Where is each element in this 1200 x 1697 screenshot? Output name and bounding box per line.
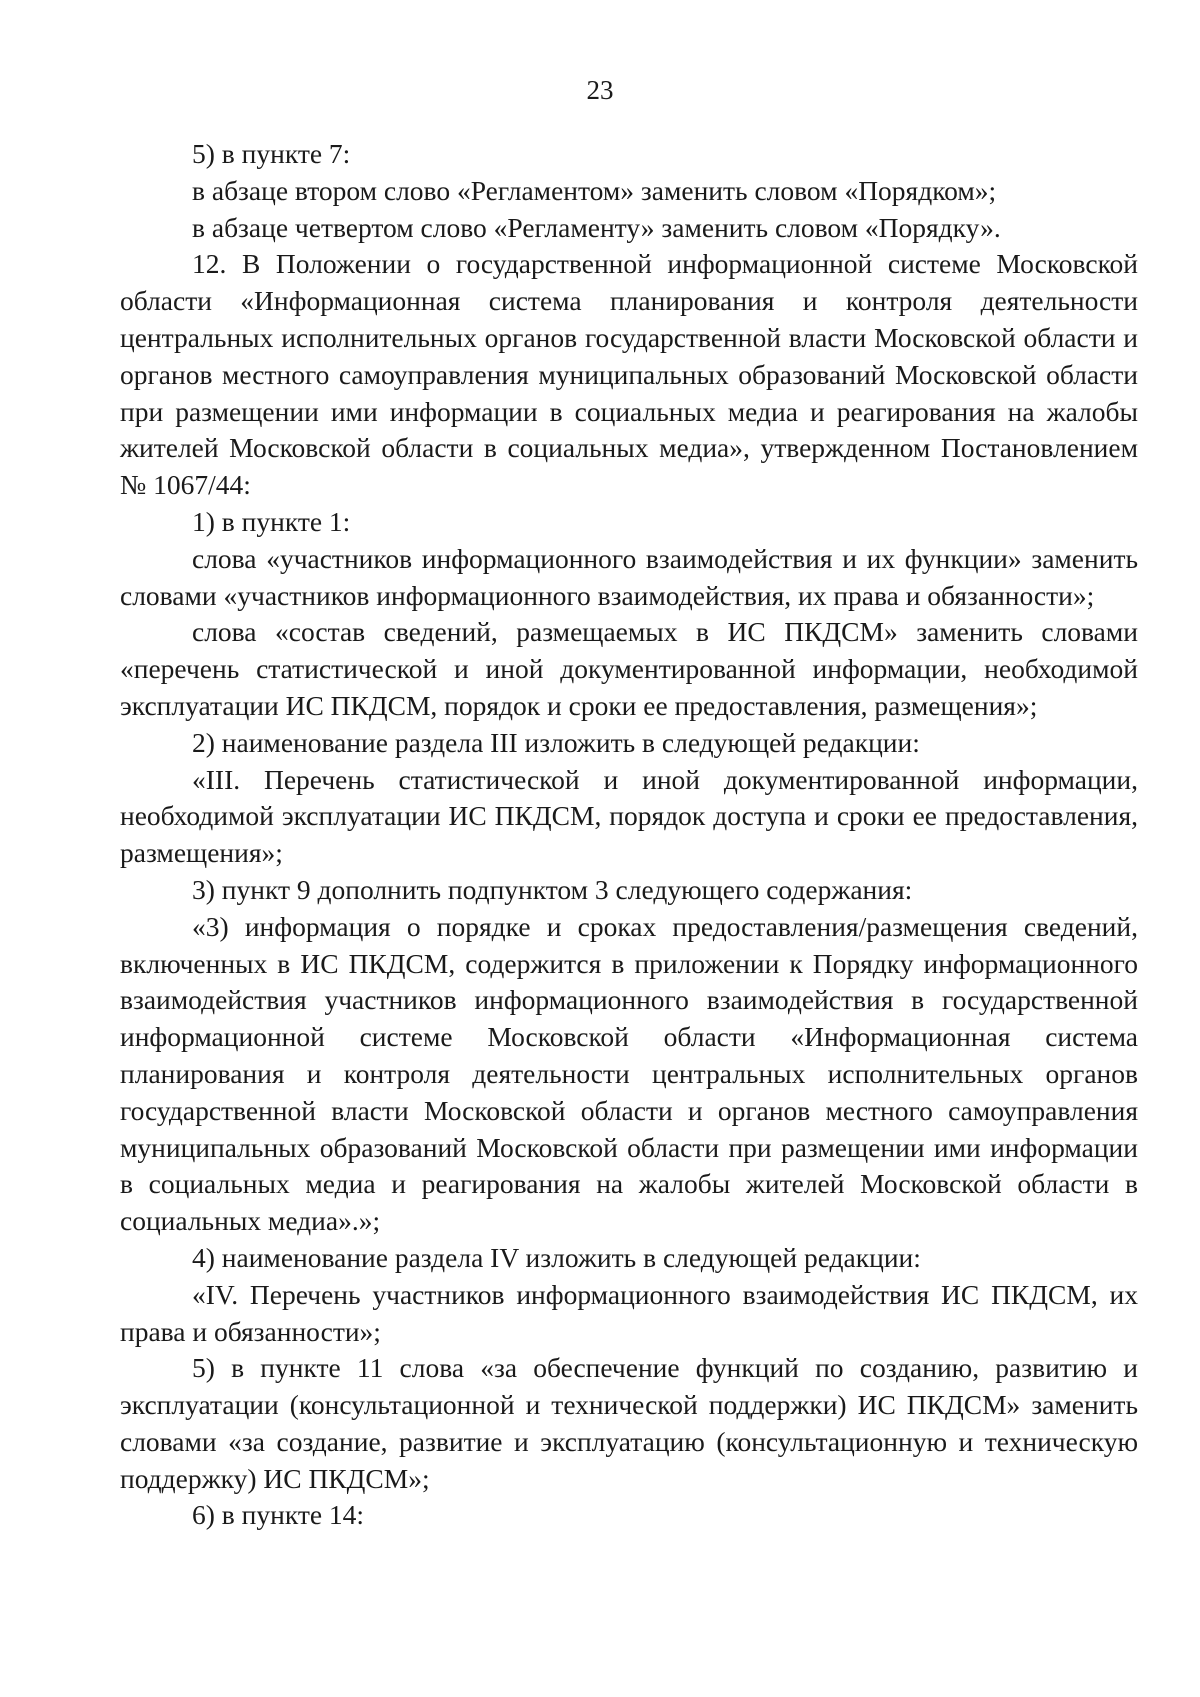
paragraph: 3) пункт 9 дополнить подпунктом 3 следующего содержания: xyxy=(192,873,913,905)
paragraph: «III. Перечень статистической и иной документированной информации, необходимой эксплуатации ИС ПКДСМ, порядок доступа и сроки ее предоставления, размещения»; xyxy=(120,763,1138,869)
paragraph: в абзаце втором слово «Регламентом» заменить словом «Порядком»; xyxy=(192,174,997,206)
page-number: 23 xyxy=(586,75,614,105)
paragraph: «IV. Перечень участников информационного взаимодействия ИС ПКДСМ, их права и обязанности»; xyxy=(120,1278,1138,1347)
paragraph: 2) наименование раздела III изложить в следующей редакции: xyxy=(192,726,920,758)
paragraph: 5) в пункте 11 слова «за обеспечение функций по созданию, развитию и эксплуатации (консультационной и технической поддержки) ИС ПКДСМ» заменить словами «за создание, развитие и эксплуатацию (консультационную и техническую поддержку) ИС ПКДСМ»; xyxy=(120,1352,1138,1494)
paragraph: слова «участников информационного взаимодействия и их функции» заменить словами «участников информационного взаимодействия, их права и обязанности»; xyxy=(120,542,1138,611)
paragraph: в абзаце четвертом слово «Регламенту» заменить словом «Порядку». xyxy=(192,211,1001,243)
paragraph: 1) в пункте 1: xyxy=(192,505,351,537)
paragraph: 4) наименование раздела IV изложить в следующей редакции: xyxy=(192,1241,921,1273)
document-body xyxy=(120,136,1138,1534)
paragraph: 12. В Положении о государственной информационной системе Московской области «Информационная система планирования и контроля деятельности центральных исполнительных органов государственной власти Московской области и органов местного самоуправления муниципальных образований Московской области при размещении ими информации в социальных медиа и реагирования на жалобы жителей Московской области в социальных медиа», утвержденном Постановлением № 1067/44: xyxy=(120,248,1138,501)
paragraph: слова «состав сведений, размещаемых в ИС ПКДСМ» заменить словами «перечень статистической и иной документированной информации, необходимой эксплуатации ИС ПКДСМ, порядок и сроки ее предоставления, размещения»; xyxy=(120,616,1138,721)
paragraph: 5) в пункте 7: xyxy=(192,138,351,169)
paragraph: «3) информация о порядке и сроках предоставления/размещения сведений, включенных в ИС ПКДСМ, содержится в приложении к Порядку информационного взаимодействия участников информационного взаимодействия в государственной информационной системе Московской области «Информационная система планирования и контроля деятельности центральных исполнительных органов государственной власти Московской области и органов местного самоуправления муниципальных образований Московской области при размещении ими информации в социальных медиа и реагирования на жалобы жителей Московской области в социальных медиа».»; xyxy=(120,910,1138,1237)
paragraph: 6) в пункте 14: xyxy=(192,1499,365,1531)
